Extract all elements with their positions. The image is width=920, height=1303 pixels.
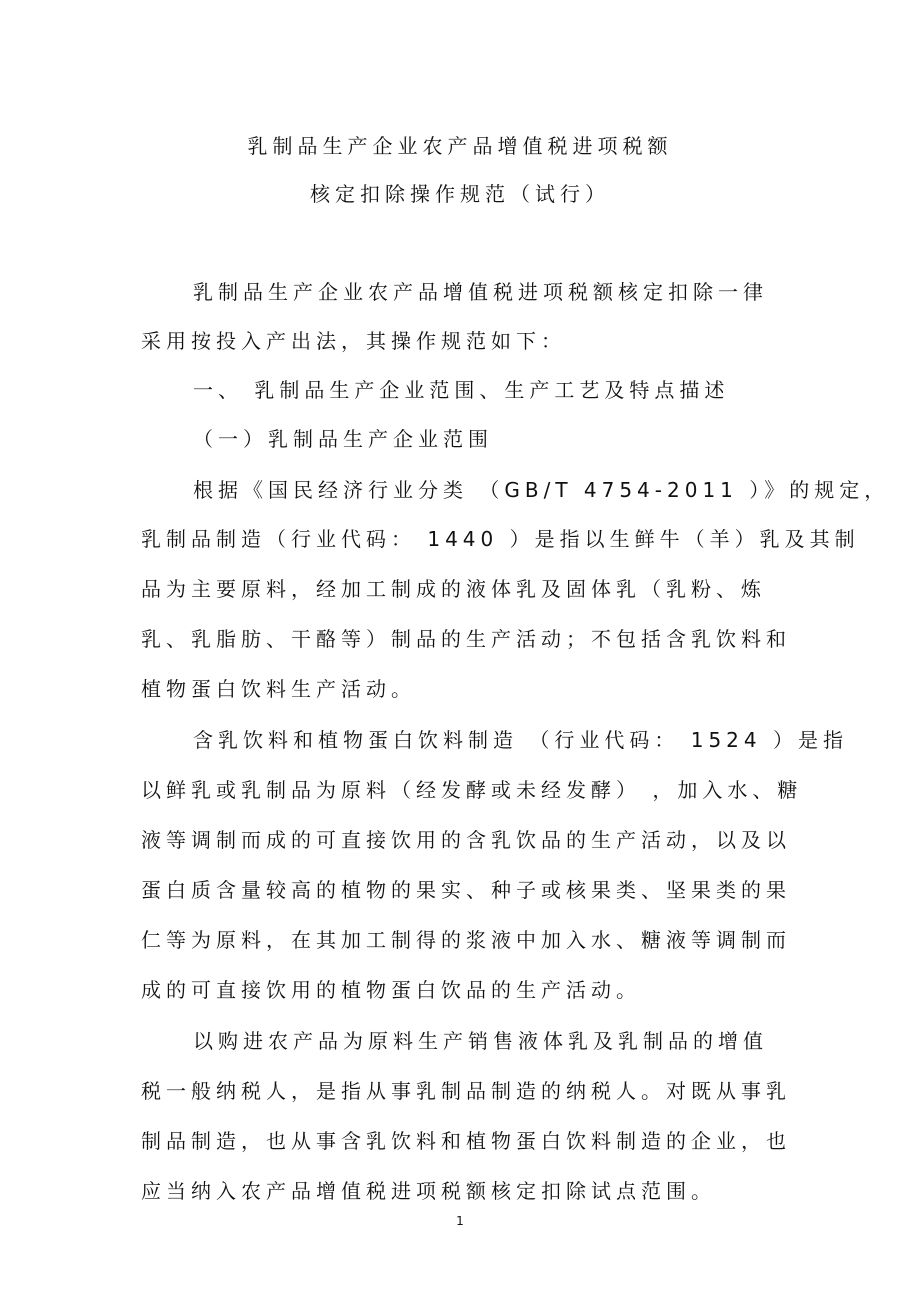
- document-title-line-1: 乳制品生产企业农产品增值税进项税额: [247, 134, 673, 158]
- body-line: 成的可直接饮用的植物蛋白饮品的生产活动。: [141, 978, 641, 1002]
- subsection-heading: （一）乳制品生产企业范围: [193, 427, 493, 451]
- body-line: 液等调制而成的可直接饮用的含乳饮品的生产活动，以及以: [141, 828, 791, 852]
- body-line: 仁等为原料，在其加工制得的浆液中加入水、糖液等调制而: [141, 928, 791, 952]
- body-line: 含乳饮料和植物蛋白饮料制造 （行业代码： 1524 ）是指: [193, 728, 848, 752]
- body-line: 以购进农产品为原料生产销售液体乳及乳制品的增值: [193, 1029, 768, 1053]
- page-number: 1: [456, 1214, 464, 1228]
- body-line: 根据《国民经济行业分类 （GB/T 4754-2011 ）》的规定，: [193, 478, 890, 502]
- body-line: 乳制品生产企业农产品增值税进项税额核定扣除一律: [193, 280, 768, 304]
- body-line: 蛋白质含量较高的植物的果实、种子或核果类、坚果类的果: [141, 878, 791, 902]
- body-line: 乳、乳脂肪、干酪等）制品的生产活动；不包括含乳饮料和: [141, 627, 791, 651]
- body-line: 税一般纳税人，是指从事乳制品制造的纳税人。对既从事乳: [141, 1079, 791, 1103]
- body-line: 植物蛋白饮料生产活动。: [141, 677, 416, 701]
- body-line: 以鲜乳或乳制品为原料（经发酵或未经发酵） ，加入水、糖: [141, 778, 803, 802]
- body-line: 采用按投入产出法，其操作规范如下：: [141, 329, 566, 353]
- body-line: 制品制造，也从事含乳饮料和植物蛋白饮料制造的企业，也: [141, 1129, 791, 1153]
- body-line: 乳制品制造（行业代码： 1440 ）是指以生鲜牛（羊）乳及其制: [141, 527, 860, 551]
- body-line: 应当纳入农产品增值税进项税额核定扣除试点范围。: [141, 1179, 716, 1203]
- section-heading: 一、 乳制品生产企业范围、生产工艺及特点描述: [193, 378, 730, 402]
- document-title-line-2: 核定扣除操作规范（试行）: [310, 182, 610, 206]
- body-line: 品为主要原料，经加工制成的液体乳及固体乳（乳粉、炼: [141, 577, 766, 601]
